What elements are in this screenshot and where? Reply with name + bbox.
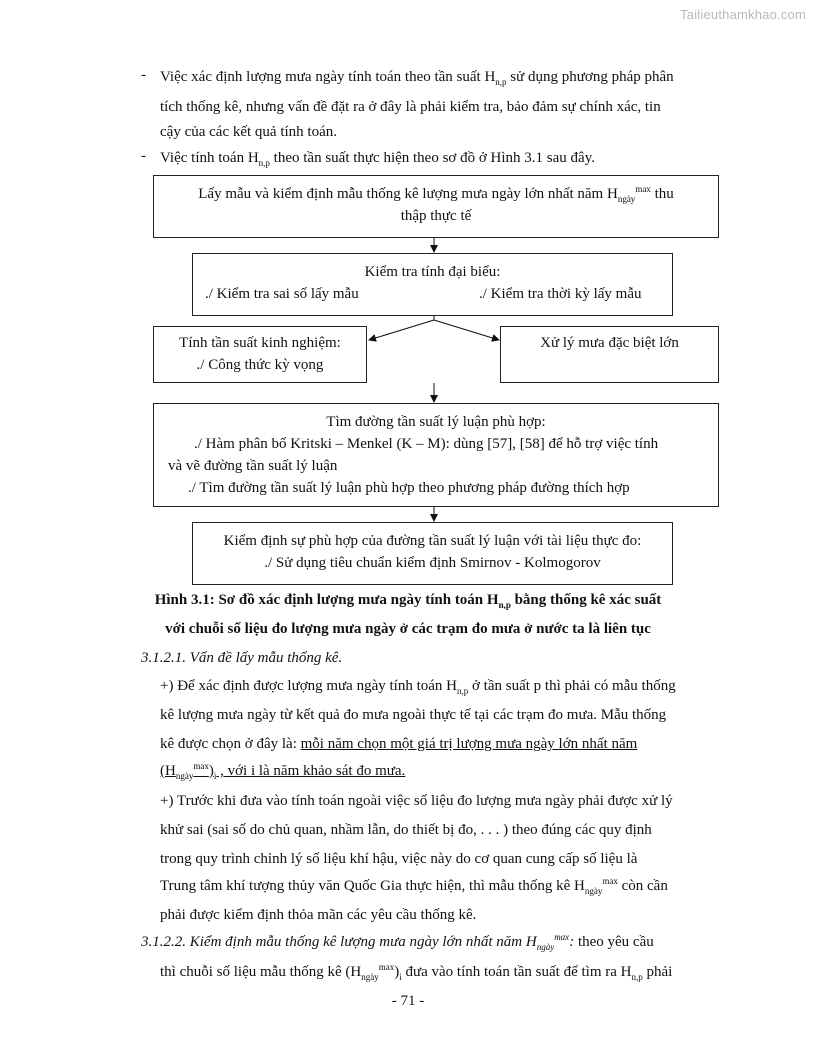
text: theo yêu cầu [574,934,654,950]
subscript: i [213,771,217,781]
text: Lấy mẫu và kiểm định mẫu thống kê lượng mưa ngày lớn nhất năm H [198,186,618,202]
superscript: max [602,876,618,886]
bullet-1-line-3: cậy của các kết quả tính toán. [160,124,337,140]
box-line: Tìm đường tần suất lý luận phù hợp: [326,414,546,430]
text: Trung tâm khí tượng thủy văn Quốc Gia thực hiện, thì mẫu thống kê H [160,878,585,894]
section-heading-3-1-2-1: 3.1.2.1. Vấn đề lấy mẫu thống kê. [141,650,343,666]
paragraph-line: phải được kiểm định thỏa mãn các yêu cầu thống kê. [160,907,477,923]
paragraph-line: +) Trước khi đưa vào tính toán ngoài việc số liệu đo lượng mưa ngày phải được xử lý [160,793,673,809]
subscript: n,p [631,972,643,982]
underlined-text: mỗi năm chọn một giá trị lượng mưa ngày lớn nhất năm [300,736,638,752]
figure-caption-line-2: với chuỗi số liệu đo lượng mưa ngày ở các trạm đo mưa ở nước ta là liên tục [165,621,651,637]
figure-caption-line-1 [0,592,816,609]
text: ./ Kiểm tra thời kỳ lấy mẫu [479,286,642,302]
box-line: Tính tần suất kinh nghiệm: [179,335,341,351]
flowchart-box-representativeness [192,253,673,316]
box-line: ./ Sử dụng tiêu chuẩn kiểm định Smirnov - Kolmogorov [264,555,601,571]
subscript: ngày [617,194,636,204]
bullet-dash: - [141,67,146,83]
box-line [154,183,718,205]
text: phải [642,964,673,980]
paragraph-line [160,761,405,781]
paragraph-line: trong quy trình chỉnh lý số liệu khí hậu, việc này do cơ quan cung cấp số liệu là [160,851,638,867]
watermark: Tailieuthamkhao.com [680,7,806,22]
bullet-1-line-2: tích thống kê, nhưng vấn đề đặt ra ở đây là phải kiểm tra, bảo đảm sự chính xác, tin [160,99,661,115]
text: sử dụng phương pháp phân [506,69,674,85]
paragraph-line: kê lượng mưa ngày từ kết quả đo mưa ngoài thực tế tại các trạm đo mưa. Mẫu thống [160,707,667,723]
text: 3.1.2.2. Kiểm định mẫu thống kê lượng mưa ngày lớn nhất năm H [141,934,537,950]
text: ở tần suất p thì phải có mẫu thống [468,678,676,694]
box-line: ./ Công thức kỳ vọng [196,357,324,373]
box-line: và vẽ đường tần suất lý luận [168,458,338,474]
paragraph-line: khử sai (sai số do chủ quan, nhầm lẫn, do thiết bị đo, . . . ) theo đúng các quy định [160,822,652,838]
text: thì chuỗi số liệu mẫu thống kê (H [160,964,362,980]
subscript: n,p [498,600,511,610]
section-heading-3-1-2-2 [141,932,654,952]
flowchart-box-goodness-of-fit [192,522,673,585]
flowchart-box-sampling [153,175,719,238]
subscript: n,p [456,686,469,696]
arrow-box2-box3 [369,320,434,340]
box-line: ./ Tìm đường tần suất lý luận phù hợp theo phương pháp đường thích hợp [188,480,630,496]
arrow-box2-box4 [434,320,499,340]
subscript: ngày [584,886,603,896]
page-number: - 71 - [391,993,425,1009]
superscript: max [635,184,651,194]
box-line: Kiểm tra tính đại biểu: [364,264,501,280]
box-line: Xử lý mưa đặc biệt lớn [540,335,679,351]
text: ) [208,763,214,779]
text: ) [394,964,400,980]
text: , với i là năm khảo sát đo mưa. [216,763,406,779]
text: còn cần [617,878,668,894]
paragraph-line [160,876,668,896]
text: theo tần suất thực hiện theo sơ đồ ở Hình 3.1 sau đây. [269,150,595,166]
text: đưa vào tính toán tần suất để tìm ra H [401,964,632,980]
subscript: ngày [361,972,379,982]
superscript: max [193,761,209,771]
superscript: max [554,932,570,942]
text: kê được chọn ở đây là: [160,736,301,752]
subscript: ngày [536,942,555,952]
text: : [569,934,575,950]
paragraph-line [160,734,637,754]
text: ./ Kiểm tra sai số lấy mẫu [205,286,359,302]
text: Hình 3.1: Sơ đồ xác định lượng mưa ngày tính toán H [154,592,499,608]
subscript: n,p [495,77,507,87]
subscript: n,p [258,158,270,168]
paragraph-line [160,676,676,696]
text: +) Để xác định được lượng mưa ngày tính toán H [160,678,457,694]
paragraph-line [160,962,672,982]
text: (H [160,763,176,779]
text: bằng thống kê xác suất [510,592,662,608]
flowchart-box-theoretical-curve [153,403,719,507]
box-line: thập thực tế [400,208,472,224]
text: Việc xác định lượng mưa ngày tính toán theo tần suất H [160,69,496,85]
subscript: i [399,972,402,982]
box-line [193,283,672,305]
bullet-dash: - [141,148,146,164]
box-line: Kiểm định sự phù hợp của đường tần suất lý luận với tài liệu thực đo: [223,533,642,549]
text: Việc tính toán H [160,150,259,166]
box-line: ./ Hàm phân bố Kritski – Menkel (K – M): dùng [57], [58] để hỗ trợ việc tính [194,436,659,452]
flowchart-box-extreme-rain [500,326,719,383]
superscript: max [378,962,395,972]
text: thu [650,186,674,202]
subscript: ngày [175,771,194,781]
flowchart-box-empirical-frequency [153,326,367,383]
